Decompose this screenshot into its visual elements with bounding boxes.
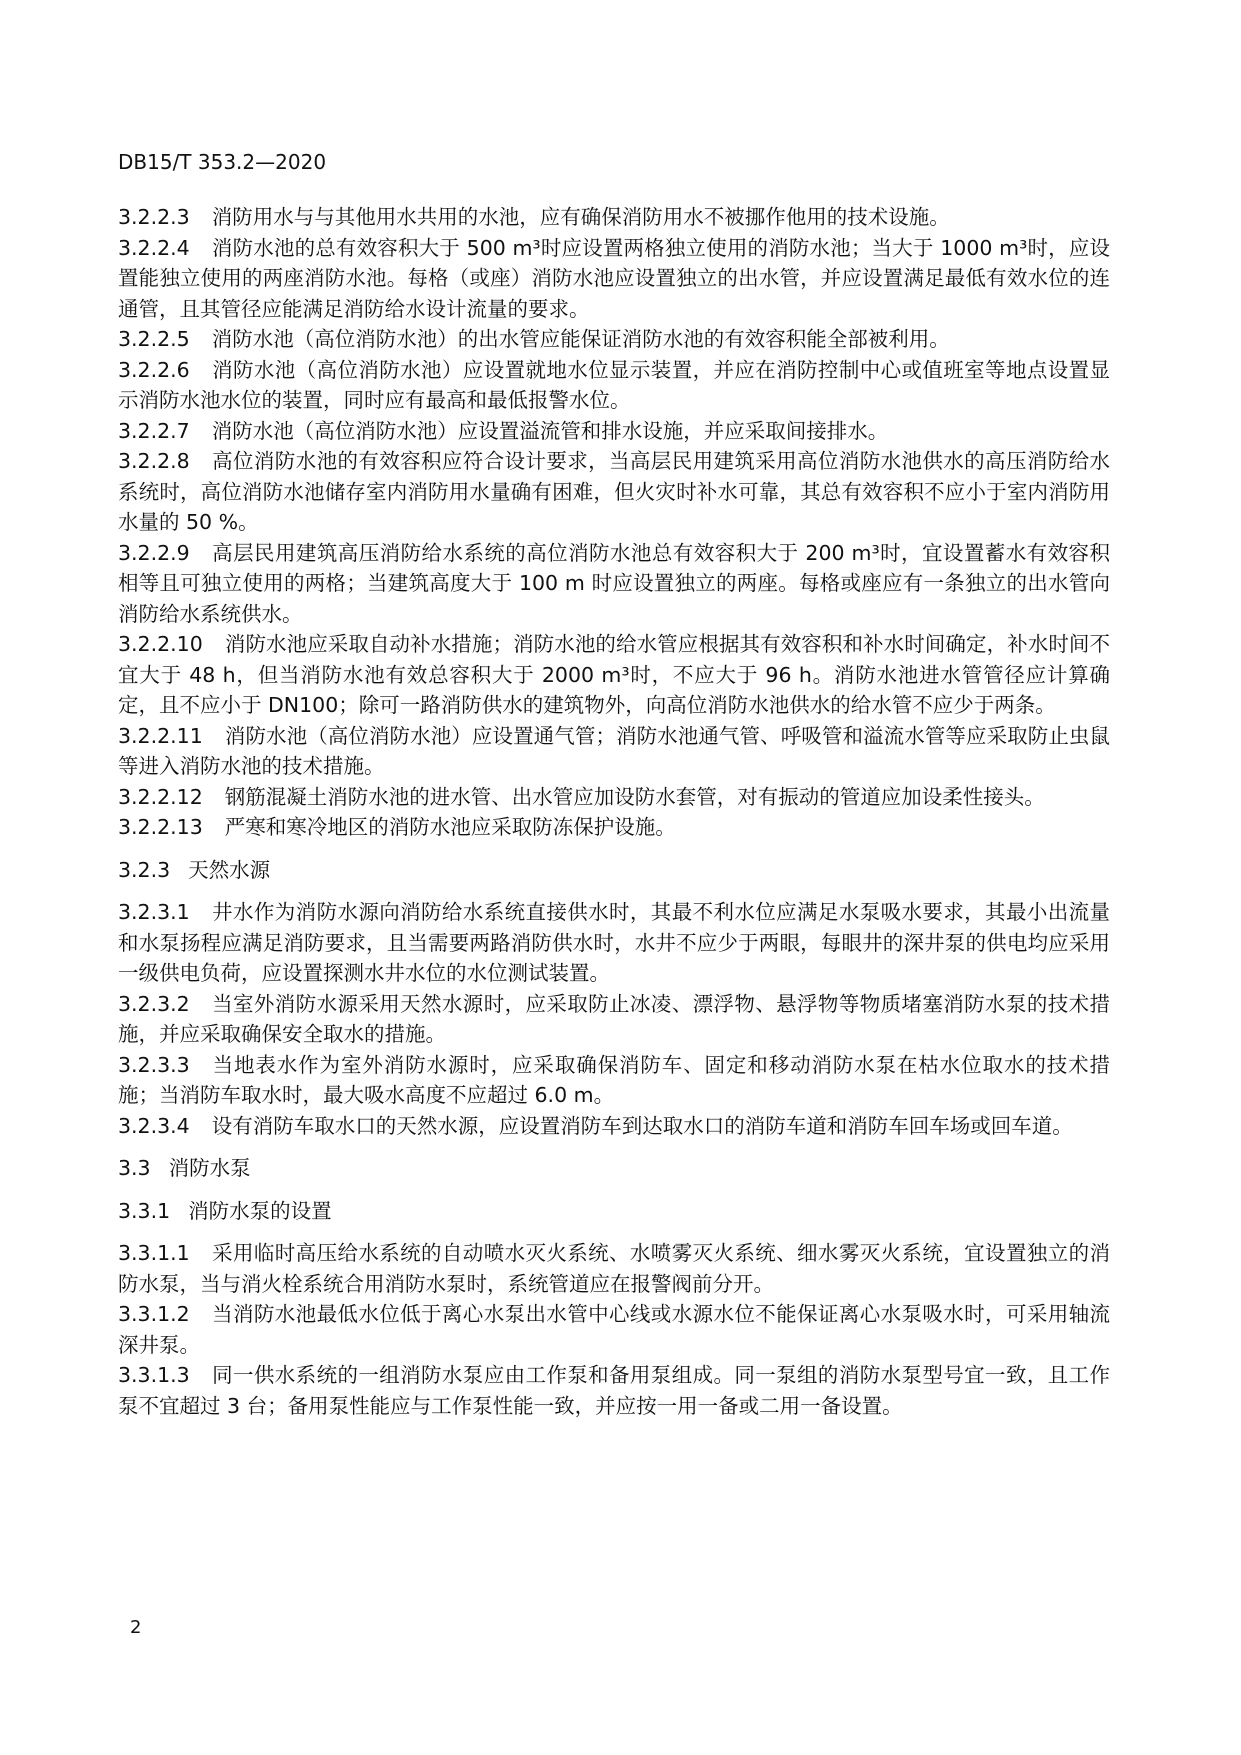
clause-paragraph	[118, 1238, 1110, 1299]
clause-text: 消防水池（高位消防水池）的出水管应能保证消防水池的有效容积能全部被利用。	[211, 327, 950, 351]
clause-paragraph	[118, 721, 1110, 782]
page-number: 2	[130, 1617, 142, 1638]
clause-number: 3.2.3.2	[118, 991, 190, 1016]
clause-paragraph	[118, 1360, 1110, 1421]
clause-text: 高层民用建筑高压消防给水系统的高位消防水池总有效容积大于 200 m³时，宜设置蓄水有效容积相等且可独立使用的两格；当建筑高度大于 100 m 时应设置独立的两座。每格或座应有一条独立的出水管向消防给水系统供水。	[118, 540, 1110, 626]
clause-text: 消防水池（高位消防水池）应设置通气管；消防水池通气管、呼吸管和溢流水管等应采取防止虫鼠等进入消防水池的技术措施。	[118, 723, 1110, 778]
clause-number: 3.2.2.13	[118, 815, 203, 839]
clause-paragraph	[118, 812, 1110, 843]
document-body	[118, 202, 1110, 1421]
clause-paragraph	[118, 416, 1110, 447]
clause-paragraph	[118, 446, 1110, 538]
section-heading	[118, 1153, 1110, 1184]
document-code-header: DB15/T 353.2—2020	[118, 150, 327, 174]
clause-number: 3.2.2.7	[118, 418, 190, 443]
heading-text: 消防水泵的设置	[188, 1198, 332, 1223]
heading-text: 天然水源	[188, 857, 271, 882]
clause-paragraph	[118, 897, 1110, 989]
clause-text: 消防水池（高位消防水池）应设置溢流管和排水设施，并应采取间接排水。	[211, 418, 889, 443]
clause-text: 消防水池（高位消防水池）应设置就地水位显示装置，并应在消防控制中心或值班室等地点设置显示消防水池水位的装置，同时应有最高和最低报警水位。	[118, 357, 1110, 412]
clause-text: 消防用水与与其他用水共用的水池，应有确保消防用水不被挪作他用的技术设施。	[211, 205, 950, 229]
clause-number: 3.2.2.8	[118, 449, 190, 473]
clause-text: 消防水池应采取自动补水措施；消防水池的给水管应根据其有效容积和补水时间确定，补水时间不宜大于 48 h，但当消防水池有效总容积大于 2000 m³时，不应大于 96 h。消防水池进水管管径应计算确定，且不应小于 DN100；除可一路消防供水的建筑物外，向高位消防水池供水的给水管不应少于两条。	[118, 632, 1110, 717]
clause-paragraph	[118, 355, 1110, 416]
section-heading	[118, 1196, 1110, 1227]
clause-text: 当室外消防水源采用天然水源时，应采取防止冰凌、漂浮物、悬浮物等物质堵塞消防水泵的技术措施，并应采取确保安全取水的措施。	[118, 991, 1110, 1046]
clause-paragraph	[118, 782, 1110, 813]
clause-number: 3.3	[118, 1156, 151, 1180]
clause-paragraph	[118, 629, 1110, 721]
clause-paragraph	[118, 538, 1110, 630]
heading-text: 消防水泵	[168, 1156, 251, 1180]
clause-text: 采用临时高压给水系统的自动喷水灭火系统、水喷雾灭火系统、细水雾灭火系统，宜设置独立的消防水泵，当与消火栓系统合用消防水泵时，系统管道应在报警阀前分开。	[118, 1241, 1110, 1296]
clause-number: 3.2.2.5	[118, 327, 190, 351]
clause-paragraph	[118, 1111, 1110, 1142]
clause-text: 钢筋混凝土消防水池的进水管、出水管应加设防水套管，对有振动的管道应加设柔性接头。	[224, 784, 1045, 809]
clause-text: 同一供水系统的一组消防水泵应由工作泵和备用泵组成。同一泵组的消防水泵型号宜一致，且工作泵不宜超过 3 台；备用泵性能应与工作泵性能一致，并应按一用一备或二用一备设置。	[118, 1363, 1110, 1418]
clause-number: 3.2.2.3	[118, 205, 190, 229]
clause-paragraph	[118, 989, 1110, 1050]
clause-number: 3.3.1.3	[118, 1363, 190, 1387]
clause-text: 井水作为消防水源向消防给水系统直接供水时，其最不利水位应满足水泵吸水要求，其最小出流量和水泵扬程应满足消防要求，且当需要两路消防供水时，水井不应少于两眼，每眼井的深井泵的供电均应采用一级供电负荷，应设置探测水井水位的水位测试装置。	[118, 900, 1110, 985]
clause-number: 3.2.2.11	[118, 723, 203, 748]
clause-paragraph	[118, 324, 1110, 355]
clause-text: 严寒和寒冷地区的消防水池应采取防冻保护设施。	[224, 815, 676, 839]
clause-number: 3.2.2.6	[118, 357, 190, 382]
clause-number: 3.3.1	[118, 1198, 171, 1223]
clause-number: 3.2.3	[118, 857, 171, 882]
clause-paragraph	[118, 202, 1110, 233]
clause-text: 消防水池的总有效容积大于 500 m³时应设置两格独立使用的消防水池；当大于 1000 m³时，应设置能独立使用的两座消防水池。每格（或座）消防水池应设置独立的出水管，并应设置满足最低有效水位的连通管，且其管径应能满足消防给水设计流量的要求。	[118, 235, 1110, 321]
clause-paragraph	[118, 1050, 1110, 1111]
clause-text: 高位消防水池的有效容积应符合设计要求，当高层民用建筑采用高位消防水池供水的高压消防给水系统时，高位消防水池储存室内消防用水量确有困难，但火灾时补水可靠，其总有效容积不应小于室内消防用水量的 50 %。	[118, 449, 1110, 534]
clause-number: 3.3.1.1	[118, 1241, 190, 1265]
section-heading	[118, 855, 1110, 886]
clause-number: 3.2.3.3	[118, 1052, 190, 1077]
clause-number: 3.2.2.9	[118, 540, 190, 565]
clause-number: 3.2.2.12	[118, 784, 203, 809]
clause-number: 3.2.2.10	[118, 632, 203, 656]
clause-number: 3.3.1.2	[118, 1302, 190, 1326]
clause-paragraph	[118, 1299, 1110, 1360]
clause-text: 设有消防车取水口的天然水源，应设置消防车到达取水口的消防车道和消防车回车场或回车道。	[211, 1113, 1073, 1138]
clause-paragraph	[118, 233, 1110, 325]
clause-number: 3.2.2.4	[118, 235, 190, 260]
clause-text: 当消防水池最低水位低于离心水泵出水管中心线或水源水位不能保证离心水泵吸水时，可采用轴流深井泵。	[118, 1302, 1110, 1357]
clause-text: 当地表水作为室外消防水源时，应采取确保消防车、固定和移动消防水泵在枯水位取水的技术措施；当消防车取水时，最大吸水高度不应超过 6.0 m。	[118, 1052, 1110, 1107]
clause-number: 3.2.3.1	[118, 900, 190, 924]
clause-number: 3.2.3.4	[118, 1113, 190, 1138]
